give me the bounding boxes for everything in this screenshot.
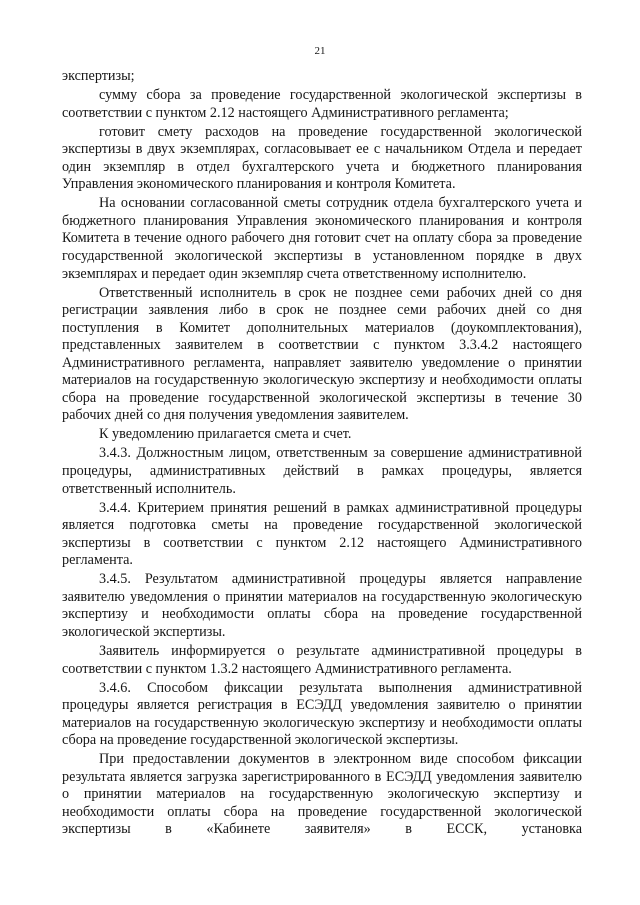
page-number: 21 <box>314 45 326 57</box>
paragraph-fee-amount: сумму сбора за проведение государственной экологической экспертизы в соответствии с пунктом 2.12 настоящего Административного регламента; <box>62 87 582 121</box>
paragraph-electronic-fixation: При предоставлении документов в электронном виде способом фиксации результата является загрузка зарегистрированного в ЕСЭДД уведомления заявителю о принятии материалов на государственную экологическую экспертизу и необходимости оплаты сбора на проведение государственной экологической экспертизы в «Кабинете заявителя» в ЕССК, установка <box>62 751 582 838</box>
paragraph-3-4-3: 3.4.3. Должностным лицом, ответственным за совершение административной процедуры, административных действий в рамках процедуры, является ответственный исполнитель. <box>62 445 582 497</box>
paragraph-3-4-4: 3.4.4. Критерием принятия решений в рамках административной процедуры является подготовка сметы на проведение государственной экологической экспертизы в соответствии с пунктом 2.12 настоящего Административного регламента. <box>62 499 582 569</box>
paragraph-3-4-6: 3.4.6. Способом фиксации результата выполнения административной процедуры является регистрация в ЕСЭДД уведомления заявителю о принятии материалов на государственную экологическую экспертизу и необходимости оплаты сбора на проведение государственной экологической экспертизы. <box>62 679 582 749</box>
paragraph-cost-estimate: готовит смету расходов на проведение государственной экологической экспертизы в двух экземплярах, согласовывает ее с начальником Отдела и передает один экземпляр в отдел бухгалтерского учета и бюджетного планирования Управления экономического планирования и контроля Комитета. <box>62 123 582 193</box>
document-body <box>62 68 582 841</box>
paragraph-3-4-5: 3.4.5. Результатом административной процедуры является направление заявителю уведомления о принятии материалов на государственную экологическую экспертизу и необходимости оплаты сбора на проведение государственной экологической экспертизы. <box>62 571 582 640</box>
paragraph-continuation: экспертизы; <box>62 68 135 84</box>
paragraph-informing: Заявитель информируется о результате административной процедуры в соответствии с пунктом 1.3.2 настоящего Административного регламента. <box>62 643 582 677</box>
paragraph-notification: Ответственный исполнитель в срок не позднее семи рабочих дней со дня регистрации заявления либо в срок не позднее семи рабочих дней со дня поступления в Комитет дополнительных материалов (доукомплектования), представленных заявителем в соответствии с пунктом 3.3.4.2 настоящего Административного регламента, направляет заявителю уведомление о принятии материалов на государственную экологическую экспертизу и необходимости оплаты сбора на проведение государственной экологической экспертизы в течение 30 рабочих дней со дня получения уведомления заявителем. <box>62 284 582 424</box>
paragraph-attachments: К уведомлению прилагается смета и счет. <box>99 426 352 443</box>
paragraph-invoice: На основании согласованной сметы сотрудник отдела бухгалтерского учета и бюджетного планирования Управления экономического планирования и контроля Комитета в течение одного рабочего дня готовит счет на оплату сбора за проведение государственной экологической экспертизы в установленном порядке в двух экземплярах и передает один экземпляр счета ответственному исполнителю. <box>62 195 582 282</box>
